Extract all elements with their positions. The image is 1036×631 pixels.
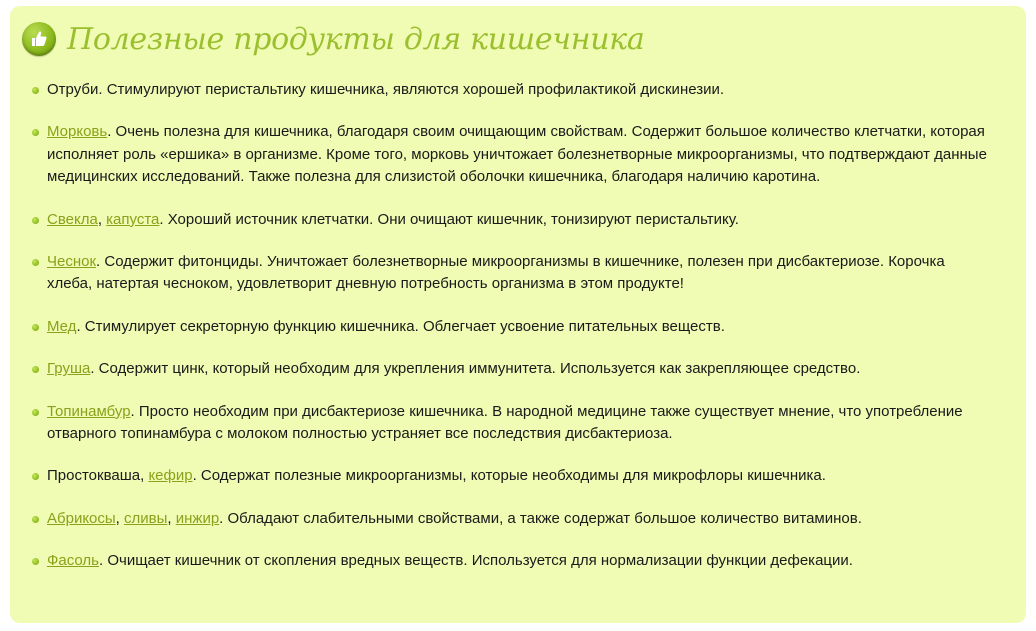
- list-item: [32, 465, 994, 487]
- item-lead: Простокваша,: [47, 467, 149, 485]
- list-item: [32, 401, 994, 446]
- bullet-icon: [32, 409, 39, 416]
- product-link[interactable]: сливы: [124, 509, 168, 527]
- item-text: . Содержит фитонциды. Уничтожает болезнетворные микроорганизмы в кишечнике, полезен при дисбактериозе. Корочка хлеба, натертая чесноком, удовлетворит дневную потребность организма в этом продукте!: [47, 253, 945, 293]
- bullet-icon: [32, 259, 39, 266]
- list-item: [32, 121, 994, 188]
- list-item: [32, 316, 994, 338]
- list-item: [32, 358, 994, 380]
- bullet-icon: [32, 516, 39, 523]
- product-link[interactable]: Груша: [47, 360, 91, 378]
- product-link[interactable]: кефир: [148, 467, 193, 485]
- bullet-icon: [32, 473, 39, 480]
- list-item: Абрикосы, сливы, инжир. Обладают слабительными свойствами, а также содержат большое количество витаминов.: [32, 508, 994, 530]
- bullet-icon: [32, 217, 39, 224]
- item-lead: Отруби: [47, 81, 99, 98]
- bullet-icon: [32, 366, 39, 373]
- bullet-icon: [32, 558, 39, 565]
- product-list: [32, 79, 994, 593]
- item-text: . Обладают слабительными свойствами, а также содержат большое количество витаминов.: [219, 509, 862, 527]
- bullet-icon: [32, 129, 39, 136]
- list-item: [32, 251, 994, 296]
- list-item: [32, 550, 994, 572]
- product-link[interactable]: капуста: [106, 210, 160, 228]
- product-link[interactable]: Морковь: [47, 123, 108, 141]
- product-link[interactable]: Фасоль: [47, 552, 99, 570]
- list-item: Свекла, капуста. Хороший источник клетчатки. Они очищают кишечник, тонизируют перистальтику.: [32, 209, 994, 231]
- product-link[interactable]: Свекла: [47, 210, 98, 228]
- section-header: [22, 18, 644, 60]
- item-text: . Содержит цинк, который необходим для укрепления иммунитета. Используется как закрепляющее средство.: [90, 360, 861, 378]
- item-text: . Стимулирует секреторную функцию кишечника. Облегчает усвоение питательных веществ.: [76, 317, 725, 335]
- product-link[interactable]: Чеснок: [47, 253, 97, 271]
- thumbs-up-glyph: [29, 29, 49, 49]
- item-text: . Просто необходим при дисбактериозе кишечника. В народной медицине также существует мнение, что употребление отварного топинамбура с молоком полностью устраняет все последствия дисбактериоза.: [47, 402, 963, 443]
- item-text: . Очищает кишечник от скопления вредных веществ. Используется для нормализации функции дефекации.: [99, 552, 853, 570]
- item-text: . Очень полезна для кишечника, благодаря своим очищающим свойствам. Содержит большое количество клетчатки, которая исполняет роль «ершика» в организме. Кроме того, морковь уничтожает болезнетворные микроорганизмы, что подтверждают данные медицинских исследований. Также полезна для слизистой оболочки кишечника, благодаря наличию каротина.: [47, 123, 987, 186]
- item-text: . Хороший источник клетчатки. Они очищают кишечник, тонизируют перистальтику.: [159, 210, 739, 228]
- item-text: . Содержат полезные микроорганизмы, которые необходимы для микрофлоры кишечника.: [192, 467, 826, 485]
- product-link[interactable]: Топинамбур: [47, 402, 131, 420]
- product-link[interactable]: Мед: [47, 317, 77, 335]
- list-item: [32, 79, 994, 101]
- product-link[interactable]: инжир: [175, 509, 220, 527]
- content-panel: [10, 6, 1026, 623]
- bullet-icon: [32, 87, 39, 94]
- item-text: . Стимулируют перистальтику кишечника, являются хорошей профилактикой дискинезии.: [98, 81, 725, 98]
- product-link[interactable]: Абрикосы: [47, 509, 116, 527]
- bullet-icon: [32, 324, 39, 331]
- thumbs-up-icon: [22, 22, 56, 56]
- page-title: Полезные продукты для кишечника: [67, 21, 645, 57]
